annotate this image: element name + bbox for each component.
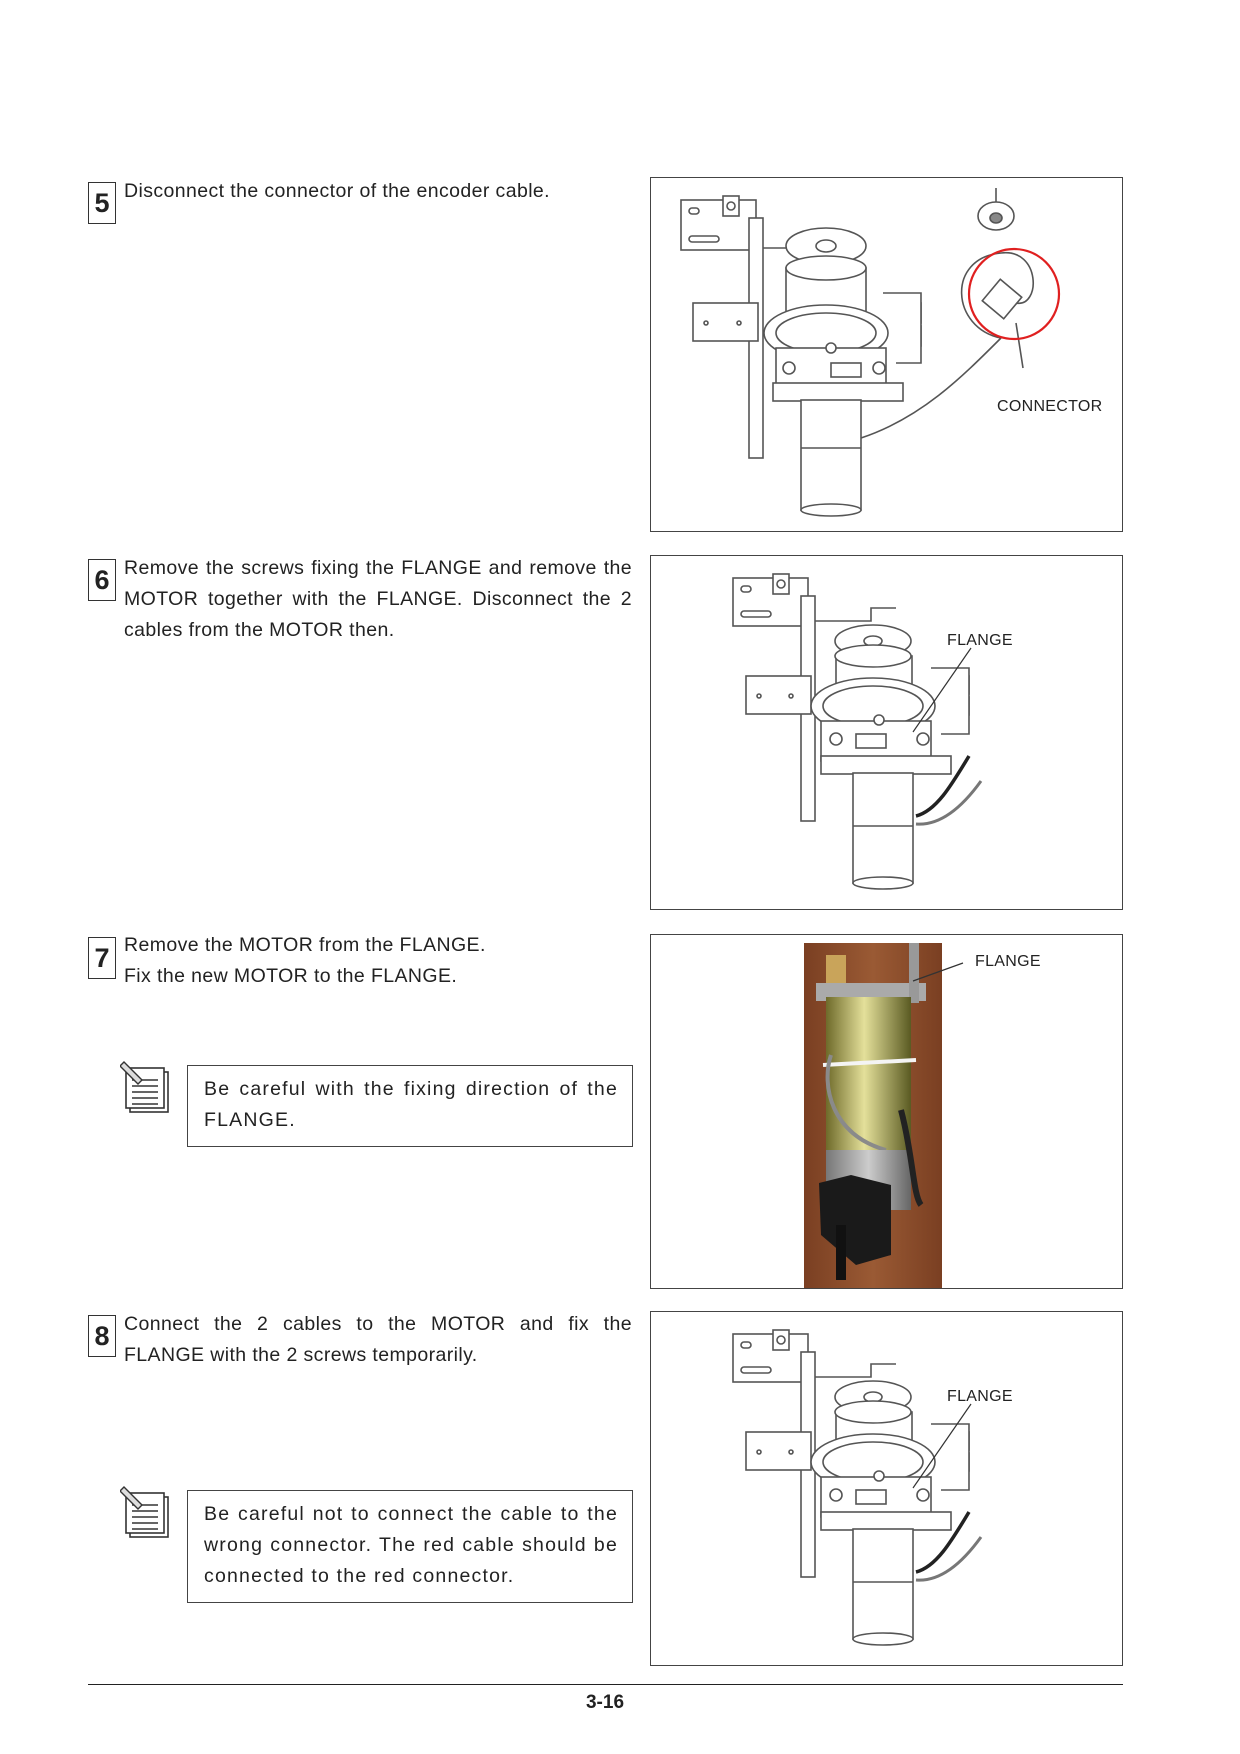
step-5-number: 5 bbox=[88, 182, 116, 224]
step-6-line-1: Remove the screws fixing the FLANGE and remove the MOTOR together with the FLANGE. Disconnect the 2 cables from the MOTOR then. bbox=[124, 557, 632, 641]
step-8-figure bbox=[650, 1311, 1123, 1666]
step-5-text bbox=[124, 176, 632, 207]
step-7-callout: FLANGE bbox=[975, 953, 1041, 970]
step-7-line-1: Remove the MOTOR from the FLANGE. bbox=[124, 934, 486, 956]
step-7-note: Be careful with the fixing direction of the FLANGE. bbox=[187, 1065, 633, 1147]
note-pad-icon bbox=[120, 1485, 176, 1541]
step-7-text bbox=[124, 930, 632, 992]
step-8-line-1: Connect the 2 cables to the MOTOR and fix the FLANGE with the 2 screws temporarily. bbox=[124, 1313, 632, 1366]
step-6-number: 6 bbox=[88, 559, 116, 601]
step-8-text bbox=[124, 1309, 632, 1371]
step-5-line-1: Disconnect the connector of the encoder cable. bbox=[124, 180, 550, 202]
step-8-callout: FLANGE bbox=[947, 1388, 1013, 1405]
footer-divider bbox=[88, 1684, 1123, 1685]
motor-photo bbox=[651, 935, 1123, 1289]
flange-fixing-drawing bbox=[651, 1312, 1123, 1666]
step-6-callout: FLANGE bbox=[947, 632, 1013, 649]
step-5-callout: CONNECTOR bbox=[997, 398, 1103, 415]
step-7-number: 7 bbox=[88, 937, 116, 979]
step-7-line-2: Fix the new MOTOR to the FLANGE. bbox=[124, 965, 458, 987]
motor-assembly-drawing bbox=[651, 178, 1123, 532]
page-number: 3-16 bbox=[585, 1692, 625, 1713]
step-6-figure bbox=[650, 555, 1123, 910]
flange-assembly-drawing bbox=[651, 556, 1123, 910]
step-7-figure bbox=[650, 934, 1123, 1289]
step-8-note: Be careful not to connect the cable to the wrong connector. The red cable should be connected to the red connector. bbox=[187, 1490, 633, 1603]
step-8-number: 8 bbox=[88, 1315, 116, 1357]
step-6-text bbox=[124, 553, 632, 646]
step-5-figure bbox=[650, 177, 1123, 532]
note-pad-icon bbox=[120, 1060, 176, 1116]
